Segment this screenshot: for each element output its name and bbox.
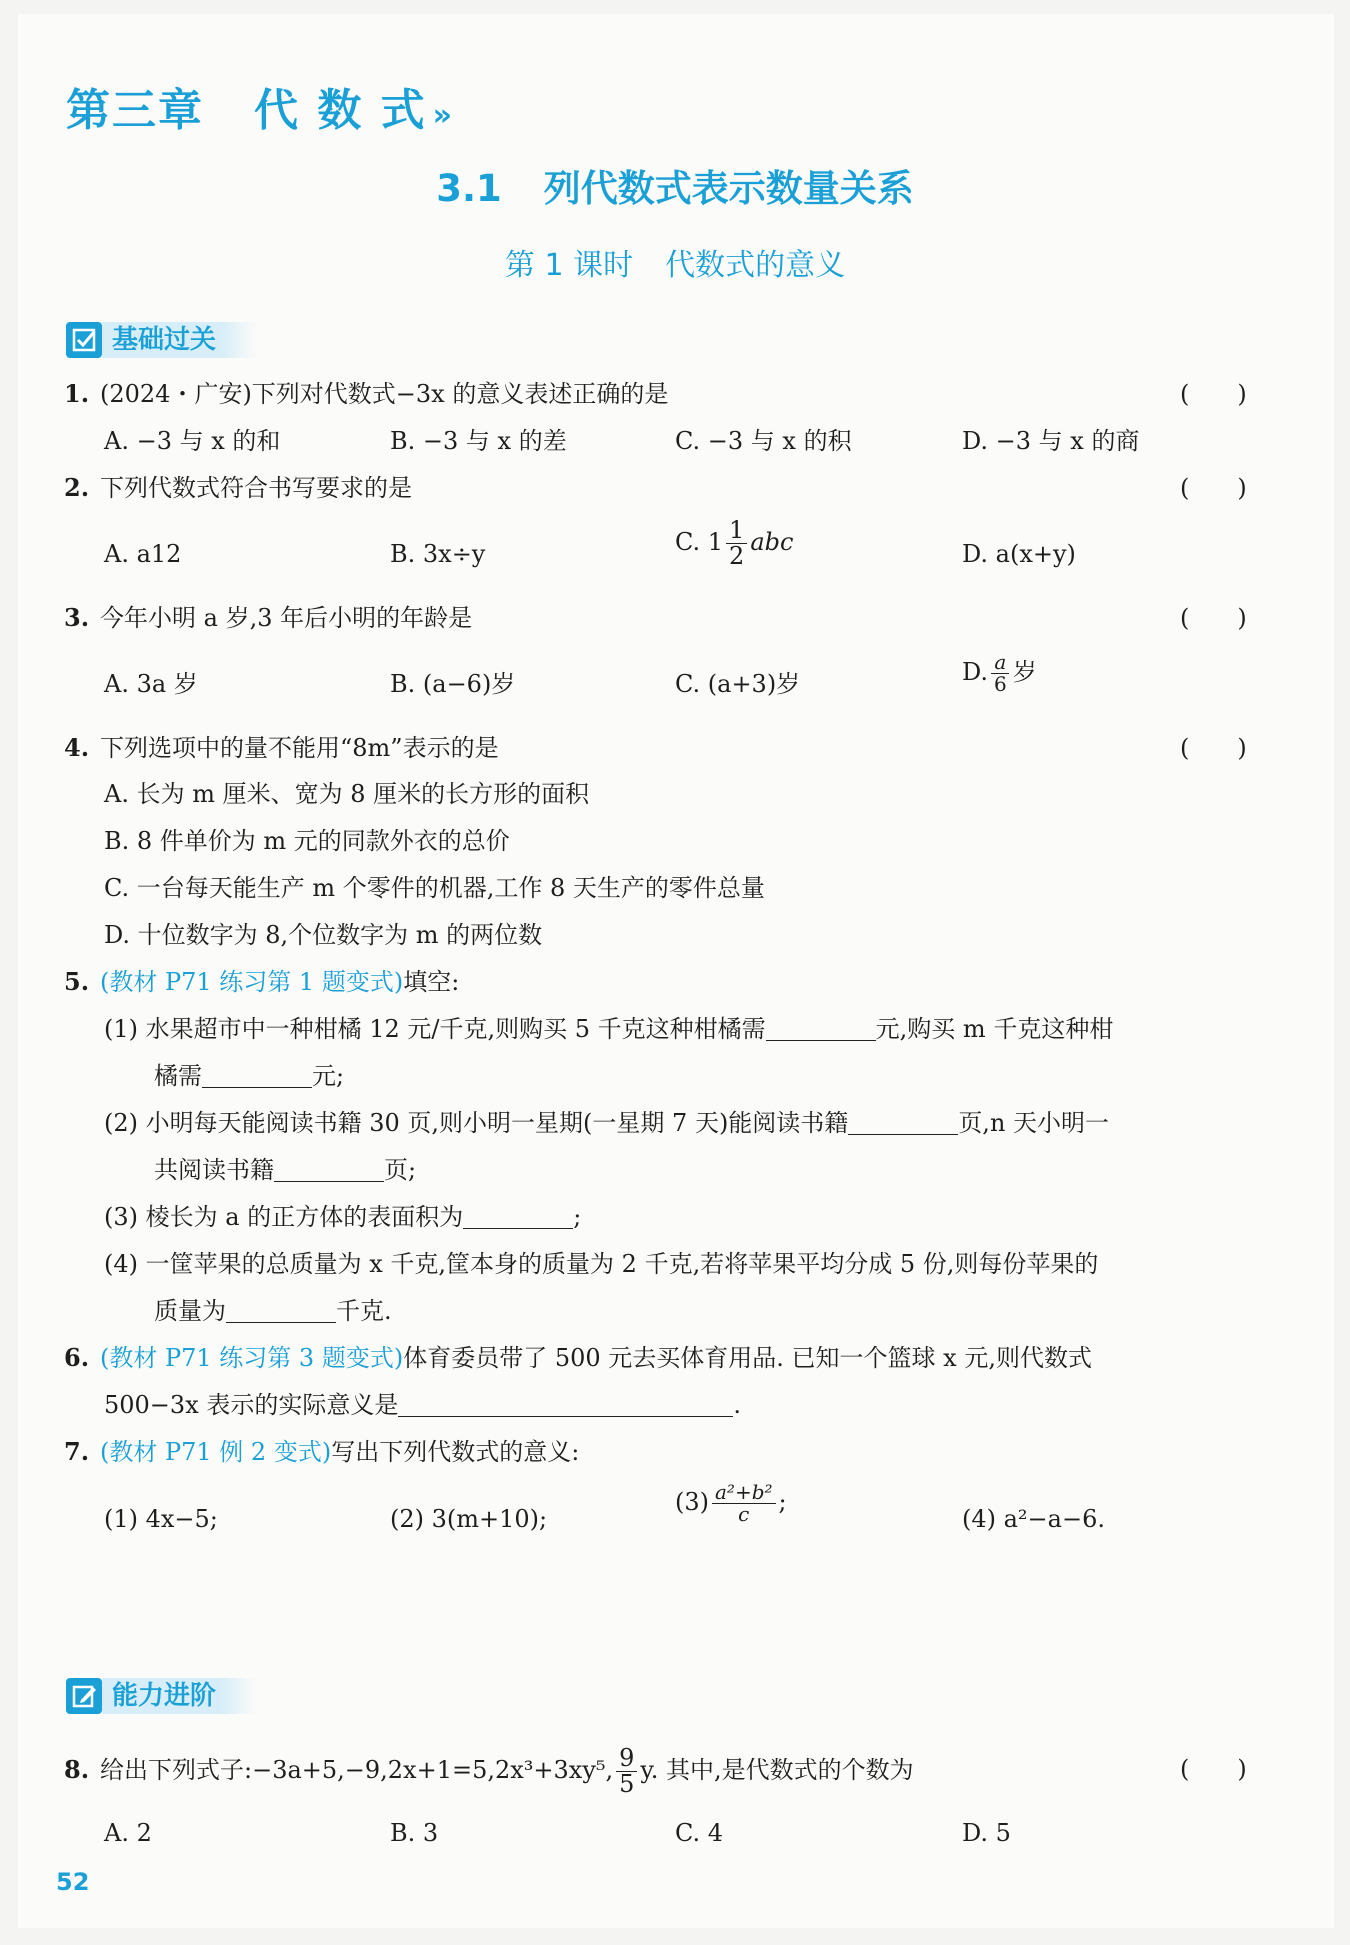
question-2: 2. 下列代数式符合书写要求的是	[64, 473, 412, 502]
expression-1: (1) 4x−5;	[104, 1505, 218, 1533]
q5-part-4-cont: 质量为 千克.	[154, 1297, 392, 1325]
checkbox-icon	[66, 322, 102, 358]
option-d: D. $\frac{a}{6}$ 岁	[962, 650, 1037, 696]
question-stem: 填空:	[403, 968, 460, 996]
answer-parentheses: ( )	[1180, 604, 1247, 632]
option-c: C. −3 与 x 的积	[675, 427, 852, 455]
option-d: D. −3 与 x 的商	[962, 427, 1140, 455]
answer-parentheses: ( )	[1180, 734, 1247, 762]
section-badge-advance	[66, 1676, 256, 1716]
q6-line-2: 500−3x 表示的实际意义是 .	[104, 1391, 741, 1419]
answer-parentheses: ( )	[1180, 474, 1247, 502]
lesson-title	[0, 240, 1350, 284]
question-stem: 写出下列代数式的意义:	[331, 1438, 580, 1466]
chapter-heading	[66, 74, 454, 138]
option-a: A. a12	[104, 540, 182, 568]
lesson-name: 代数式的意义	[665, 248, 846, 283]
question-1: 1. (2024・广安)下列对代数式−3x 的意义表述正确的是	[64, 379, 669, 408]
section-badge-label: 基础过关	[102, 322, 256, 358]
expression-4: (4) a²−a−6.	[962, 1505, 1105, 1533]
expression-3: (3) $\frac{\text{a²+b²}}{c}$ ;	[675, 1480, 787, 1526]
section-number: 3.1	[436, 167, 502, 210]
question-6: 6. (教材 P71 练习第 3 题变式)体育委员带了 500 元去买体育用品. 已知一个篮球 x 元,则代数式	[64, 1343, 1092, 1372]
question-8: 8. 给出下列式子:−3a+5,−9,2x+1=5,2x³+3xy⁵, $\frac{9}{5}$ y. 其中,是代数式的个数为	[64, 1744, 914, 1799]
option-d: D. a(x+y)	[962, 540, 1076, 568]
question-stem: 体育委员带了 500 元去买体育用品. 已知一个篮球 x 元,则代数式	[403, 1344, 1092, 1372]
section-name: 列代数式表示数量关系	[543, 167, 914, 210]
answer-blank[interactable]	[766, 1014, 876, 1041]
question-stem: 下列代数式符合书写要求的是	[100, 474, 412, 502]
question-3: 3. 今年小明 a 岁,3 年后小明的年龄是	[64, 603, 473, 632]
chapter-name: 代 数 式	[254, 85, 427, 136]
question-source: (教材 P71 例 2 变式)	[100, 1438, 332, 1466]
q5-part-1-cont: 橘需 元;	[154, 1062, 345, 1090]
q5-part-2: (2) 小明每天能阅读书籍 30 页,则小明一星期(一星期 7 天)能阅读书籍 页,n 天小明一	[104, 1109, 1110, 1137]
chapter-number: 第三章	[66, 85, 204, 136]
question-5: 5. (教材 P71 练习第 1 题变式)填空:	[64, 967, 460, 996]
option-a: A. 3a 岁	[104, 670, 198, 698]
option-b: B. 3	[390, 1819, 439, 1847]
question-stem: 给出下列式子:−3a+5,−9,2x+1=5,2x³+3xy⁵,	[100, 1756, 614, 1785]
answer-blank[interactable]	[202, 1061, 312, 1088]
q5-part-3: (3) 棱长为 a 的正方体的表面积为 ;	[104, 1203, 582, 1231]
answer-blank[interactable]	[398, 1390, 733, 1417]
section-badge-label: 能力进阶	[102, 1678, 256, 1714]
option-b: B. (a−6)岁	[390, 670, 516, 698]
option-b: B. 3x÷y	[390, 540, 486, 568]
option-d: D. 十位数字为 8,个位数字为 m 的两位数	[104, 921, 543, 949]
lesson-number: 第 1 课时	[504, 248, 634, 283]
question-4: 4. 下列选项中的量不能用“8m”表示的是	[64, 733, 499, 762]
answer-blank[interactable]	[226, 1296, 336, 1323]
q5-part-4: (4) 一筐苹果的总质量为 x 千克,筐本身的质量为 2 千克,若将苹果平均分成 5 份,则每份苹果的	[104, 1250, 1099, 1278]
section-badge-basic	[66, 320, 256, 360]
question-stem: 下列选项中的量不能用“8m”表示的是	[100, 734, 499, 762]
question-7: 7. (教材 P71 例 2 变式)写出下列代数式的意义:	[64, 1437, 580, 1466]
option-a: A. 2	[104, 1819, 152, 1847]
answer-parentheses: ( )	[1180, 1755, 1247, 1783]
answer-blank[interactable]	[463, 1202, 573, 1229]
answer-blank[interactable]	[848, 1108, 958, 1135]
question-stem: 今年小明 a 岁,3 年后小明的年龄是	[100, 604, 473, 632]
answer-parentheses: ( )	[1180, 380, 1247, 408]
q5-part-1: (1) 水果超市中一种柑橘 12 元/千克,则购买 5 千克这种柑橘需 元,购买 m 千克这种柑	[104, 1015, 1114, 1043]
option-c: C. 一台每天能生产 m 个零件的机器,工作 8 天生产的零件总量	[104, 874, 765, 902]
pencil-icon	[66, 1678, 102, 1714]
option-c: C. (a+3)岁	[675, 670, 801, 698]
option-d: D. 5	[962, 1819, 1011, 1847]
chevron-right-icon: »	[432, 98, 455, 133]
page-number: 52	[56, 1868, 90, 1896]
option-b: B. 8 件单价为 m 元的同款外衣的总价	[104, 827, 510, 855]
question-source: (教材 P71 练习第 1 题变式)	[100, 968, 404, 996]
option-c: C. 4	[675, 1819, 724, 1847]
expression-2: (2) 3(m+10);	[390, 1505, 548, 1533]
option-c: C. 1 $\frac{1}{2}$ abc	[675, 516, 794, 571]
answer-blank[interactable]	[274, 1155, 384, 1182]
option-b: B. −3 与 x 的差	[390, 427, 567, 455]
option-a: A. −3 与 x 的和	[104, 427, 281, 455]
question-stem: (2024・广安)下列对代数式−3x 的意义表述正确的是	[100, 380, 669, 408]
section-title	[0, 158, 1350, 212]
question-source: (教材 P71 练习第 3 题变式)	[100, 1344, 404, 1372]
q5-part-2-cont: 共阅读书籍 页;	[154, 1156, 417, 1184]
option-a: A. 长为 m 厘米、宽为 8 厘米的长方形的面积	[104, 780, 590, 808]
